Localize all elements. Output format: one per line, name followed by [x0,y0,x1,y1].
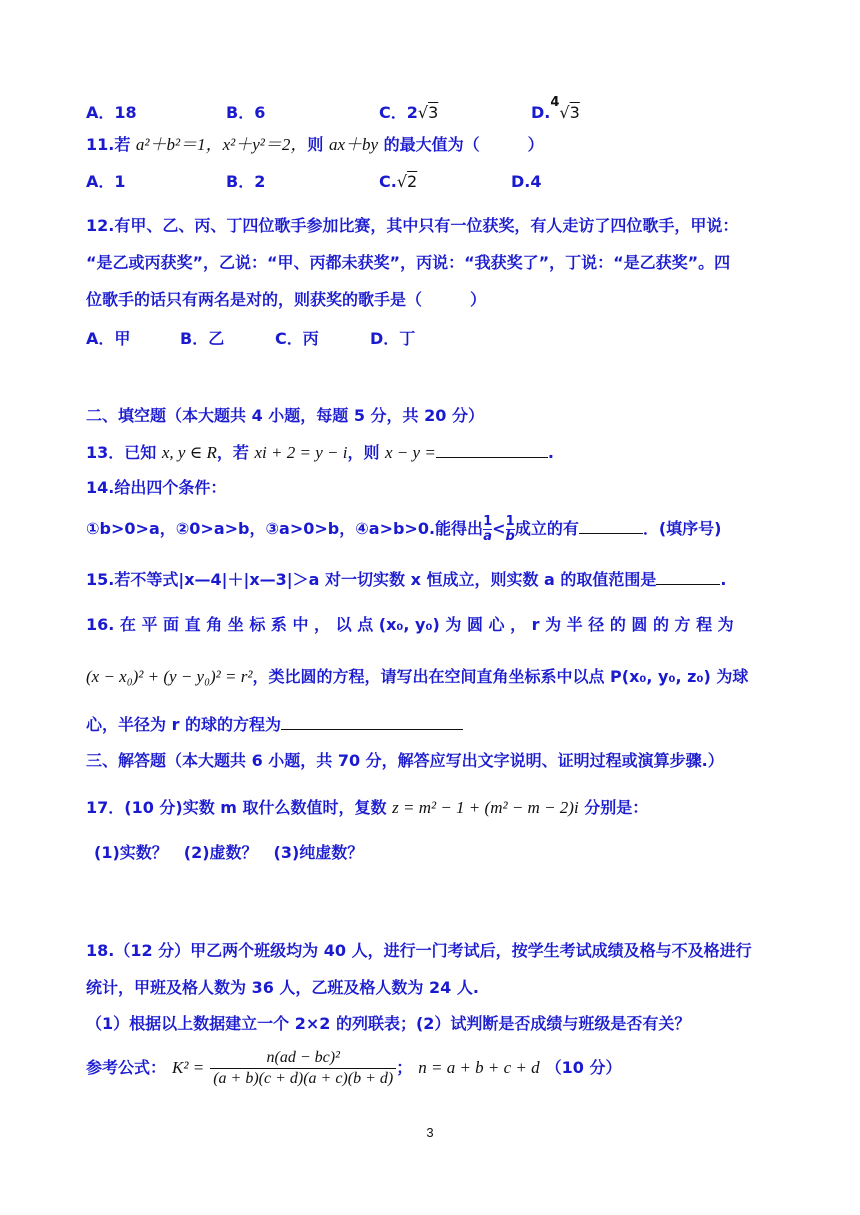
sqrt-sign: √ [559,103,570,122]
q12-line-3: 位歌手的话只有两名是对的，则获奖的歌手是（ ） [86,290,487,309]
q11-options [86,171,790,193]
q12-option-c: C．丙 [275,329,319,348]
q16-line-2: (x − x₀)² + (y − y₀)² = r²，类比圆的方程，请写出在空间直角坐标系中以点 P(x₀, y₀, z₀) 为球 [86,667,749,686]
q10-option-a: A．18 [86,103,137,122]
q12-options [86,328,790,350]
q13: 13．已知 x, y ∈ R，若 xi + 2 = y − i，则 x − y = . [86,443,554,462]
q11-option-b: B．2 [226,172,266,191]
fraction-1-over-a: $\frac{1}{a}$ [483,514,493,544]
q11-option-c: C.√2 [379,172,418,191]
q11-option-d: D.4 [511,172,542,191]
q14-answer-blank[interactable] [579,513,643,534]
q12-line-2: “是乙或丙获奖”，乙说：“甲、丙都未获奖”，丙说：“我获奖了”，丁说：“是乙获奖”。四 [86,253,731,272]
q12-option-b: B．乙 [180,329,225,348]
q17-parts: (1)实数？ (2)虚数？ (3)纯虚数？ [94,843,364,862]
q14-conditions: ①b>0>a，②0>a>b，③a>0>b，④a>b>0.能得出 $\frac{1}{a}$ < $\frac{1}{b}$ 成立的有 ．(填序号) [86,514,722,544]
q16-answer-blank[interactable] [281,715,463,730]
q15-answer-blank[interactable] [656,570,720,585]
q18-line-1: 18.（12 分）甲乙两个班级均为 40 人，进行一门考试后，按学生考试成绩及格与不及格进行 [86,941,752,960]
q16-line-3: 心，半径为 r 的球的方程为 [86,714,790,736]
k2-fraction: $\frac{\text{n(ad − bc)²}}{(a + b)(c + d)(a + c)(b + d)}$ [210,1048,396,1089]
q11-stem: 11.若 a²＋b²＝1，x²＋y²＝2，则 ax＋by 的最大值为（ ） [86,135,544,154]
q17-stem: 17．(10 分)实数 m 取什么数值时，复数 z = m² − 1 + (m² − m − 2)i 分别是： [86,798,649,817]
q18-line-2: 统计，甲班及格人数为 36 人，乙班及格人数为 24 人. [86,978,479,997]
section-3-title: 三、解答题（本大题共 6 小题，共 70 分，解答应写出文字说明、证明过程或演算步骤.） [86,751,724,770]
q18-formula: 参考公式： K² = $\frac{\text{n(ad − bc)²}}{(a + b)(c + d)(a + c)(b + d)}$ ； n = a + b + c + d （10 分） [86,1049,622,1087]
sqrt-sign: √ [417,103,429,122]
q10-option-d: D.$^4$√3 [531,95,580,122]
q15: 15.若不等式|x—4|＋|x—3|＞a 对一切实数 x 恒成立，则实数 a 的取值范围是 . [86,570,727,589]
q12-option-d: D．丁 [370,329,416,348]
q12-option-a: A．甲 [86,329,131,348]
q12-line-1: 12.有甲、乙、丙、丁四位歌手参加比赛，其中只有一位获奖，有人走访了四位歌手，甲说： [86,216,739,235]
fraction-1-over-b: $\frac{1}{b}$ [505,514,515,544]
q10-options [86,95,790,124]
q13-answer-blank[interactable] [436,443,548,458]
page-number: 3 [426,1125,434,1140]
q18-line-3: （1）根据以上数据建立一个 2×2 的列联表；(2）试判断是否成绩与班级是否有关？ [86,1014,691,1033]
q11-option-a: A．1 [86,172,126,191]
q16-line-1: 16. 在 平 面 直 角 坐 标 系 中 ， 以 点 (x₀, y₀) 为 圆 心 ， r 为 半 径 的 圆 的 方 程 为 [86,615,734,634]
q14-title: 14.给出四个条件： [86,478,227,497]
q10-option-b: B．6 [226,103,266,122]
section-2-title: 二、填空题（本大题共 4 小题，每题 5 分，共 20 分） [86,406,484,425]
q10-option-c: C．2√3 [379,103,439,122]
